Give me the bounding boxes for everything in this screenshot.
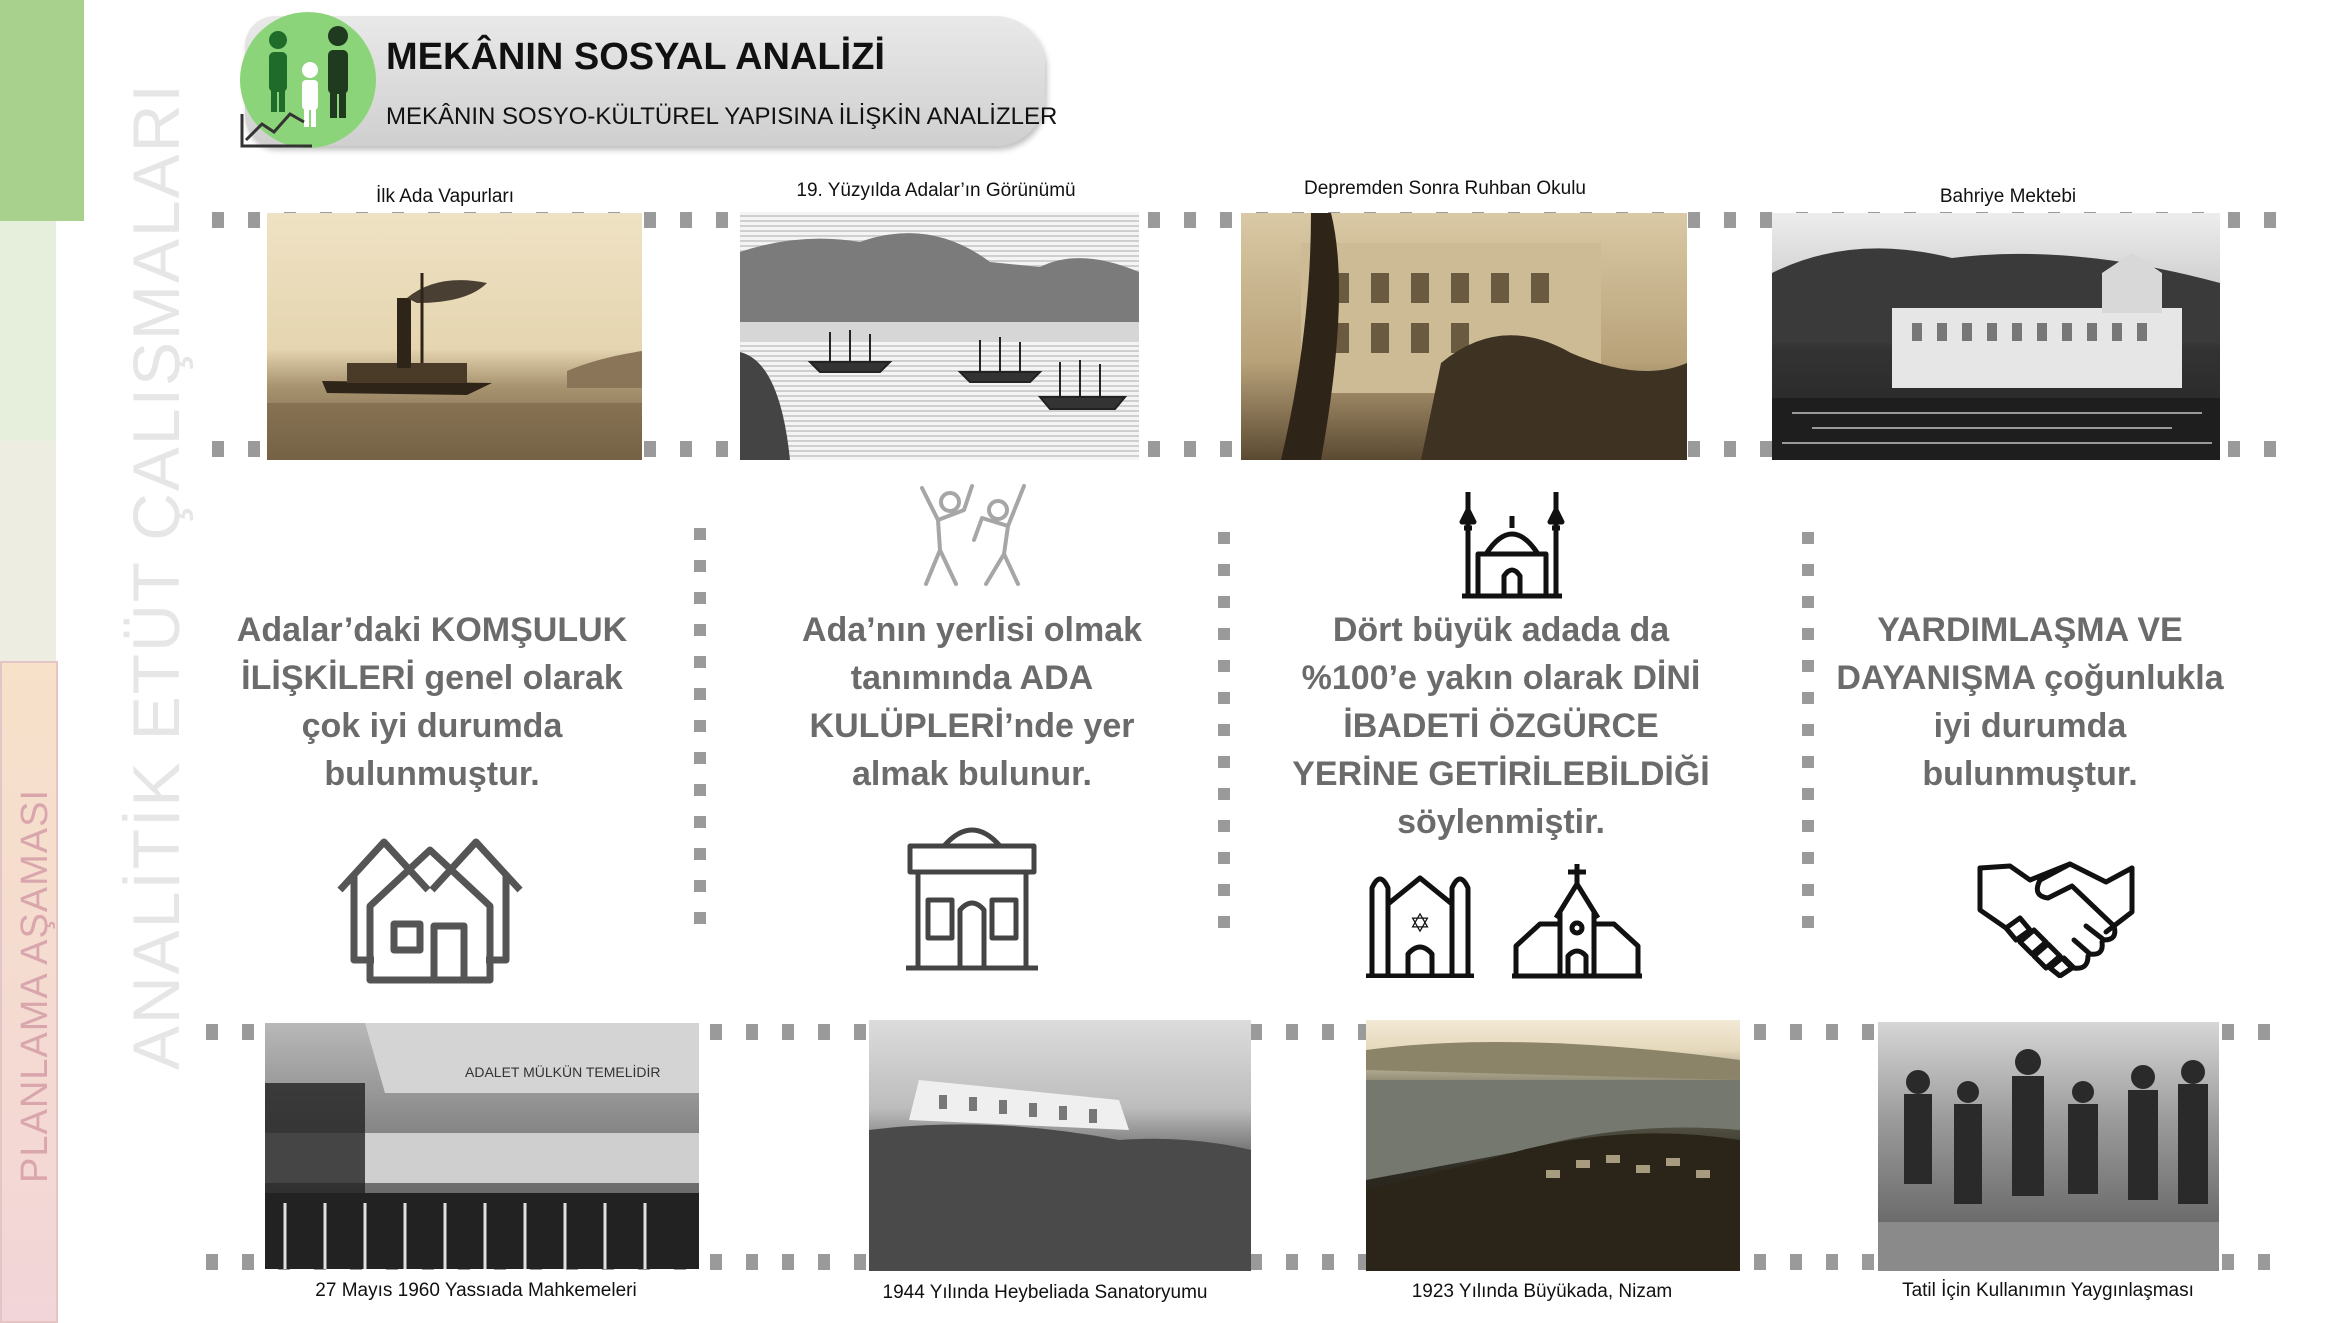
photo-islands-engraving	[740, 212, 1139, 460]
statement-island-clubs: Ada’nın yerlisi olmak tanımında ADA KULÜPLERİ’nde yer almak bulunur.	[801, 611, 1143, 793]
divider	[1802, 532, 1814, 936]
photo-seminary-ruins	[1241, 213, 1687, 460]
photo-caption: Tatil İçin Kullanımın Yaygınlaşması	[1902, 1280, 2194, 1301]
photo-caption: İlk Ada Vapurları	[375, 186, 515, 207]
sidebar-green-block	[0, 0, 84, 221]
synagogue-icon	[1364, 858, 1476, 978]
photo-yassiada-trials	[265, 1023, 699, 1269]
statement-religious-freedom: Dört büyük adada da %100’e yakın olarak DİNİ İBADETİ ÖZGÜRCE YERİNE GETİRİLEBİLDİĞİ söylenmiştir.	[1292, 611, 1710, 841]
sidebar-planlama-label: PLANLAMA AŞAMASI	[14, 788, 56, 1183]
divider	[694, 528, 706, 936]
photo-caption: Depremden Sonra Ruhban Okulu	[1303, 178, 1587, 199]
statement-solidarity: YARDIMLAŞMA VE DAYANIŞMA çoğunlukla iyi durumda bulunmuştur.	[1836, 611, 2224, 793]
sidebar-pale-block	[0, 221, 56, 441]
photo-caption: 1923 Yılında Büyükada, Nizam	[1411, 1281, 1673, 1302]
church-icon	[1512, 862, 1642, 980]
photo-caption: 27 Mayıs 1960 Yassıada Mahkemeleri	[315, 1280, 637, 1301]
photo-buyukada-nizam	[1366, 1020, 1740, 1271]
page-title: MEKÂNIN SOSYAL ANALİZİ	[386, 36, 885, 78]
banner-text: ADALET MÜLKÜN TEMELİDİR	[465, 1064, 661, 1080]
photo-naval-school	[1772, 213, 2220, 460]
section-watermark-label: ANALİTİK ETÜT ÇALIŞMALARI	[119, 82, 193, 1070]
photo-caption: Bahriye Mektebi	[1939, 186, 2077, 207]
people-dancing-icon	[912, 480, 1034, 590]
family-growth-icon	[238, 22, 378, 152]
sidebar-pale-block	[0, 441, 56, 661]
photo-steamship	[267, 213, 642, 460]
photo-sanatorium	[869, 1020, 1251, 1271]
photo-caption: 19. Yüzyılda Adalar’ın Görünümü	[796, 180, 1076, 201]
photo-caption: 1944 Yılında Heybeliada Sanatoryumu	[882, 1282, 1208, 1303]
photo-holiday-crowd	[1878, 1022, 2219, 1271]
divider	[1218, 532, 1230, 936]
clubhouse-icon	[904, 818, 1040, 978]
houses-icon	[330, 828, 530, 984]
statement-neighborhood: Adalar’daki KOMŞULUK İLİŞKİLERİ genel olarak çok iyi durumda bulunmuştur.	[236, 611, 628, 793]
handshake-icon	[1976, 860, 2136, 978]
svg-text:✡: ✡	[1409, 909, 1431, 939]
mosque-icon	[1456, 488, 1568, 600]
page-subtitle: MEKÂNIN SOSYO-KÜLTÜREL YAPISINA İLİŞKİN ANALİZLER	[386, 103, 1058, 130]
